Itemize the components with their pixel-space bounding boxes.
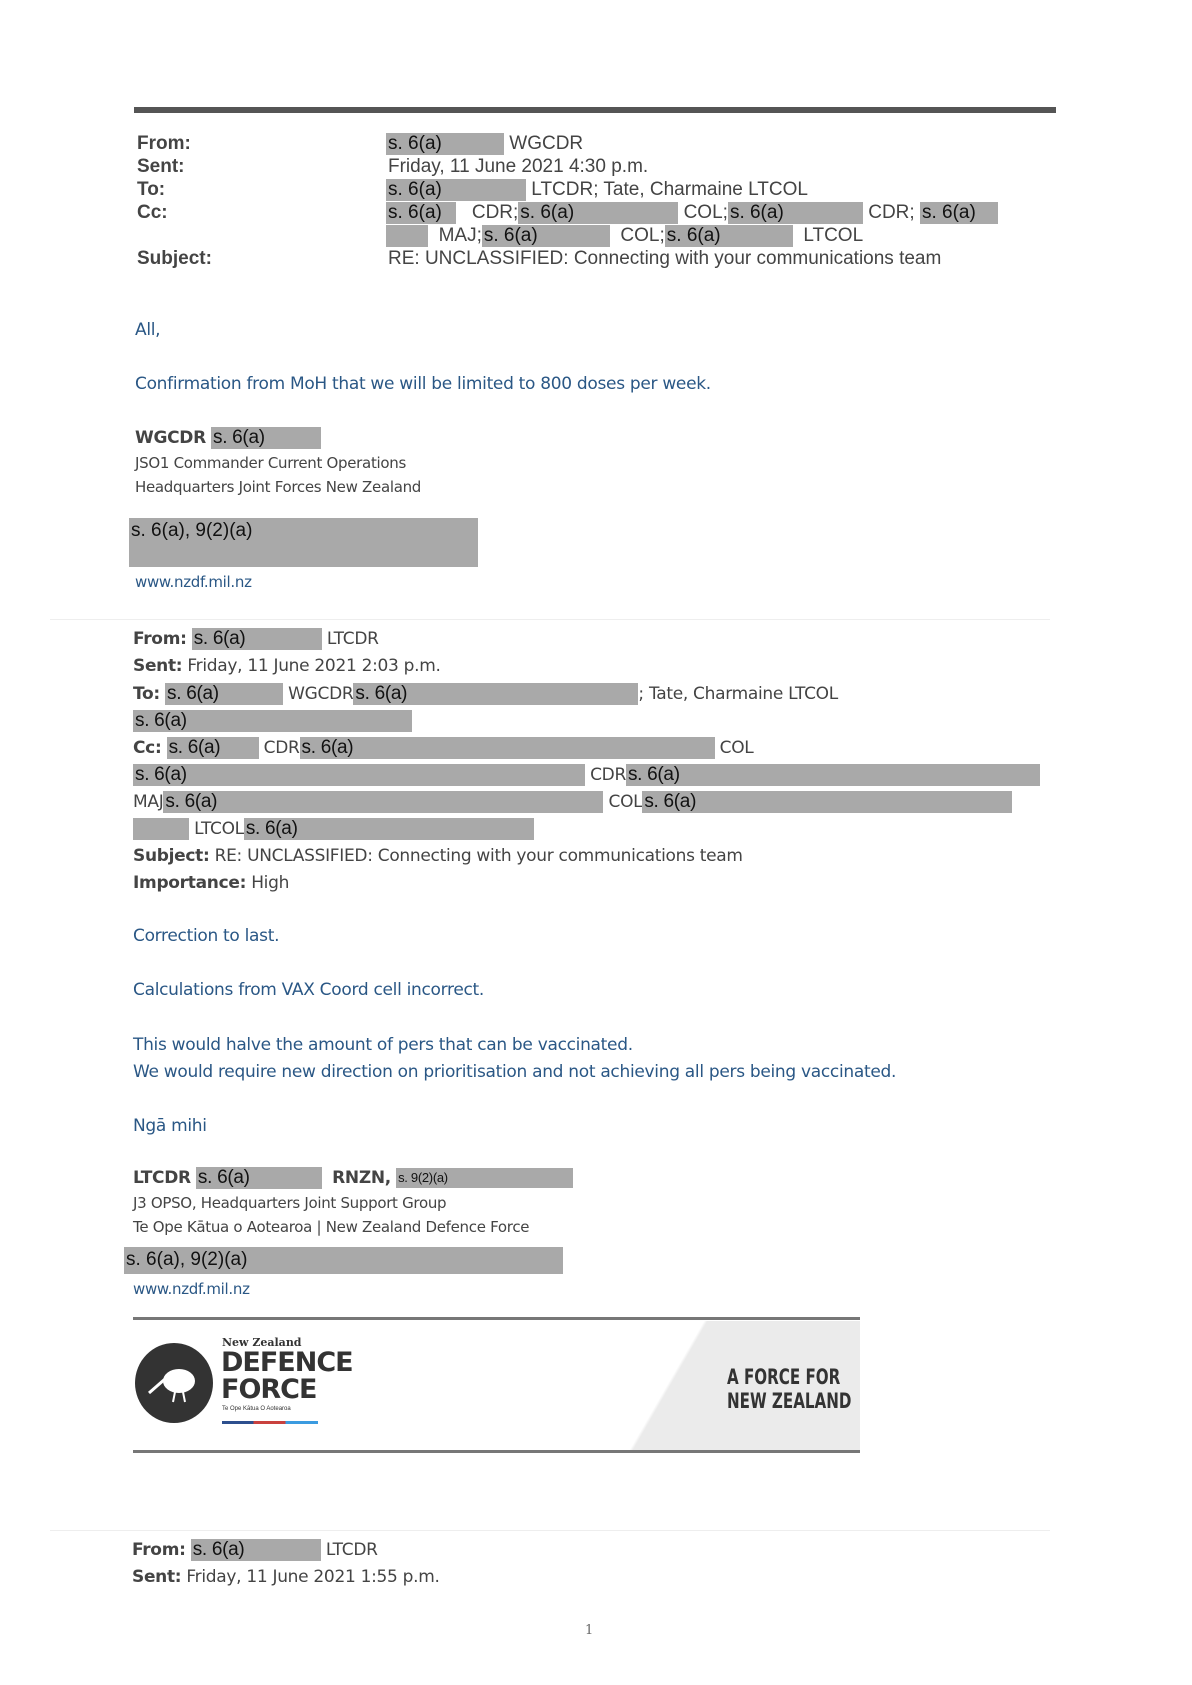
value: ; Tate, Charmaine LTCOL xyxy=(638,684,838,704)
subject-value: RE: UNCLASSIFIED: Connecting with your communications team xyxy=(388,248,942,269)
divider xyxy=(50,1530,1050,1531)
website-link[interactable]: www.nzdf.mil.nz xyxy=(133,1280,250,1298)
redaction: s. 6(a) xyxy=(167,737,259,759)
cc-line-3 xyxy=(133,791,1012,813)
rank: LTCDR; Tate, Charmaine LTCOL xyxy=(531,179,808,200)
from-line xyxy=(132,1539,378,1561)
redaction: s. 6(a) xyxy=(192,628,322,650)
signature-redaction: s. 6(a), 9(2)(a) xyxy=(124,1247,563,1274)
label: Subject: xyxy=(133,846,210,866)
from-line xyxy=(133,628,379,650)
redaction: s. 6(a) xyxy=(920,202,998,224)
redaction: s. 6(a) xyxy=(665,225,793,247)
sent-label: Sent: xyxy=(137,156,185,177)
tagline-line2: NEW ZEALAND xyxy=(727,1389,852,1413)
rank: COL; xyxy=(620,225,665,246)
message-body: Confirmation from MoH that we will be limited to 800 doses per week. xyxy=(135,374,711,394)
signature-title: J3 OPSO, Headquarters Joint Support Group xyxy=(133,1194,447,1212)
body-line-4: We would require new direction on prioritisation and not achieving all pers being vaccinated. xyxy=(133,1062,897,1082)
rank: CDR; xyxy=(471,202,519,223)
value: Friday, 11 June 2021 1:55 p.m. xyxy=(186,1567,440,1587)
label: Sent: xyxy=(133,656,183,676)
banner-rule-top xyxy=(133,1317,860,1320)
redaction xyxy=(386,225,428,247)
rank: COL xyxy=(608,792,643,812)
cc-value-2 xyxy=(386,225,863,247)
subject-line xyxy=(133,845,743,867)
body-line-1: Correction to last. xyxy=(133,926,280,946)
redaction: s. 6(a) xyxy=(626,764,1040,786)
website-link[interactable]: www.nzdf.mil.nz xyxy=(135,573,252,591)
rank: WGCDR xyxy=(135,428,206,448)
top-rule xyxy=(134,107,1056,113)
closing: Ngā mihi xyxy=(133,1116,207,1136)
greeting: All, xyxy=(135,320,161,340)
rank: MAJ; xyxy=(438,225,482,246)
signature-org: Te Ope Kātua o Aotearoa | New Zealand Defence Force xyxy=(133,1218,530,1236)
redaction: s. 6(a) xyxy=(163,791,603,813)
redaction: s. 6(a) xyxy=(353,683,638,705)
logo-line2: FORCE xyxy=(221,1374,317,1405)
signature-org: Headquarters Joint Forces New Zealand xyxy=(135,478,422,496)
redaction: s. 6(a) xyxy=(386,179,526,201)
redaction: s. 6(a) xyxy=(386,133,504,155)
to-value xyxy=(386,179,808,201)
cc-line xyxy=(133,737,753,759)
rank: WGCDR xyxy=(509,133,584,154)
logo-stripe xyxy=(222,1421,318,1424)
to-line-2 xyxy=(133,710,412,732)
value: RE: UNCLASSIFIED: Connecting with your communications team xyxy=(214,846,743,866)
service: RNZN, xyxy=(332,1168,391,1188)
redaction: s. 6(a) xyxy=(133,710,412,732)
redaction: s. 6(a) xyxy=(244,818,534,840)
label: Importance: xyxy=(133,873,247,893)
body-line-3: This would halve the amount of pers that can be vaccinated. xyxy=(133,1035,633,1055)
signature-title: JSO1 Commander Current Operations xyxy=(135,454,406,472)
rank: COL; xyxy=(683,202,728,223)
redaction: s. 6(a) xyxy=(728,202,863,224)
to-label: To: xyxy=(137,179,166,200)
signature-redaction: s. 6(a), 9(2)(a) xyxy=(129,518,478,567)
cc-label: Cc: xyxy=(137,202,168,223)
label: Cc: xyxy=(133,738,162,758)
from-label: From: xyxy=(137,133,191,154)
rank: CDR xyxy=(590,765,626,785)
redaction: s. 6(a) xyxy=(386,202,456,224)
sent-value: Friday, 11 June 2021 4:30 p.m. xyxy=(388,156,649,177)
divider xyxy=(50,619,1050,620)
signature-name xyxy=(135,427,321,449)
redaction: s. 6(a) xyxy=(518,202,678,224)
subject-label: Subject: xyxy=(137,248,212,269)
tagline xyxy=(727,1365,851,1413)
logo-small: New Zealand xyxy=(222,1336,302,1349)
cc-line-4 xyxy=(133,818,534,840)
label: To: xyxy=(133,684,160,704)
redaction: s. 6(a) xyxy=(133,764,585,786)
cc-value-1 xyxy=(386,202,998,224)
logo-line1: DEFENCE xyxy=(221,1347,353,1378)
redaction: s. 6(a) xyxy=(165,683,283,705)
redaction xyxy=(133,818,189,840)
redaction: s. 6(a) xyxy=(300,737,715,759)
label: From: xyxy=(133,629,187,649)
sent-line xyxy=(132,1566,440,1588)
redaction: s. 6(a) xyxy=(211,427,321,449)
to-line xyxy=(133,683,838,705)
label: Sent: xyxy=(132,1567,182,1587)
rank: LTCOL xyxy=(803,225,864,246)
rank: LTCDR xyxy=(325,1540,378,1560)
rank: LTCOL xyxy=(194,819,244,839)
redaction: s. 6(a) xyxy=(191,1539,321,1561)
rank: MAJ xyxy=(133,792,164,812)
logo-sub: Te Ope Kātua O Aotearoa xyxy=(222,1406,291,1412)
importance-line xyxy=(133,872,289,894)
rank: COL xyxy=(719,738,754,758)
body-line-2: Calculations from VAX Coord cell incorrect. xyxy=(133,980,485,1000)
rank: LTCDR xyxy=(326,629,379,649)
sent-line xyxy=(133,655,441,677)
redaction: s. 9(2)(a) xyxy=(396,1168,573,1188)
value: High xyxy=(251,873,290,893)
rank: CDR; xyxy=(868,202,915,223)
redaction: s. 6(a) xyxy=(642,791,1012,813)
rank: CDR xyxy=(263,738,300,758)
from-value xyxy=(386,133,583,155)
kiwi-logo-icon xyxy=(135,1343,213,1423)
redaction: s. 6(a) xyxy=(196,1167,322,1189)
banner-rule-bottom xyxy=(133,1450,860,1453)
signature-name xyxy=(133,1167,573,1189)
value: Friday, 11 June 2021 2:03 p.m. xyxy=(187,656,441,676)
redaction: s. 6(a) xyxy=(482,225,610,247)
rank: LTCDR xyxy=(133,1168,191,1188)
label: From: xyxy=(132,1540,186,1560)
page-number: 1 xyxy=(585,1623,594,1638)
tagline-line1: A FORCE FOR xyxy=(727,1365,841,1389)
cc-line-2 xyxy=(133,764,1040,786)
rank: WGCDR xyxy=(288,684,354,704)
